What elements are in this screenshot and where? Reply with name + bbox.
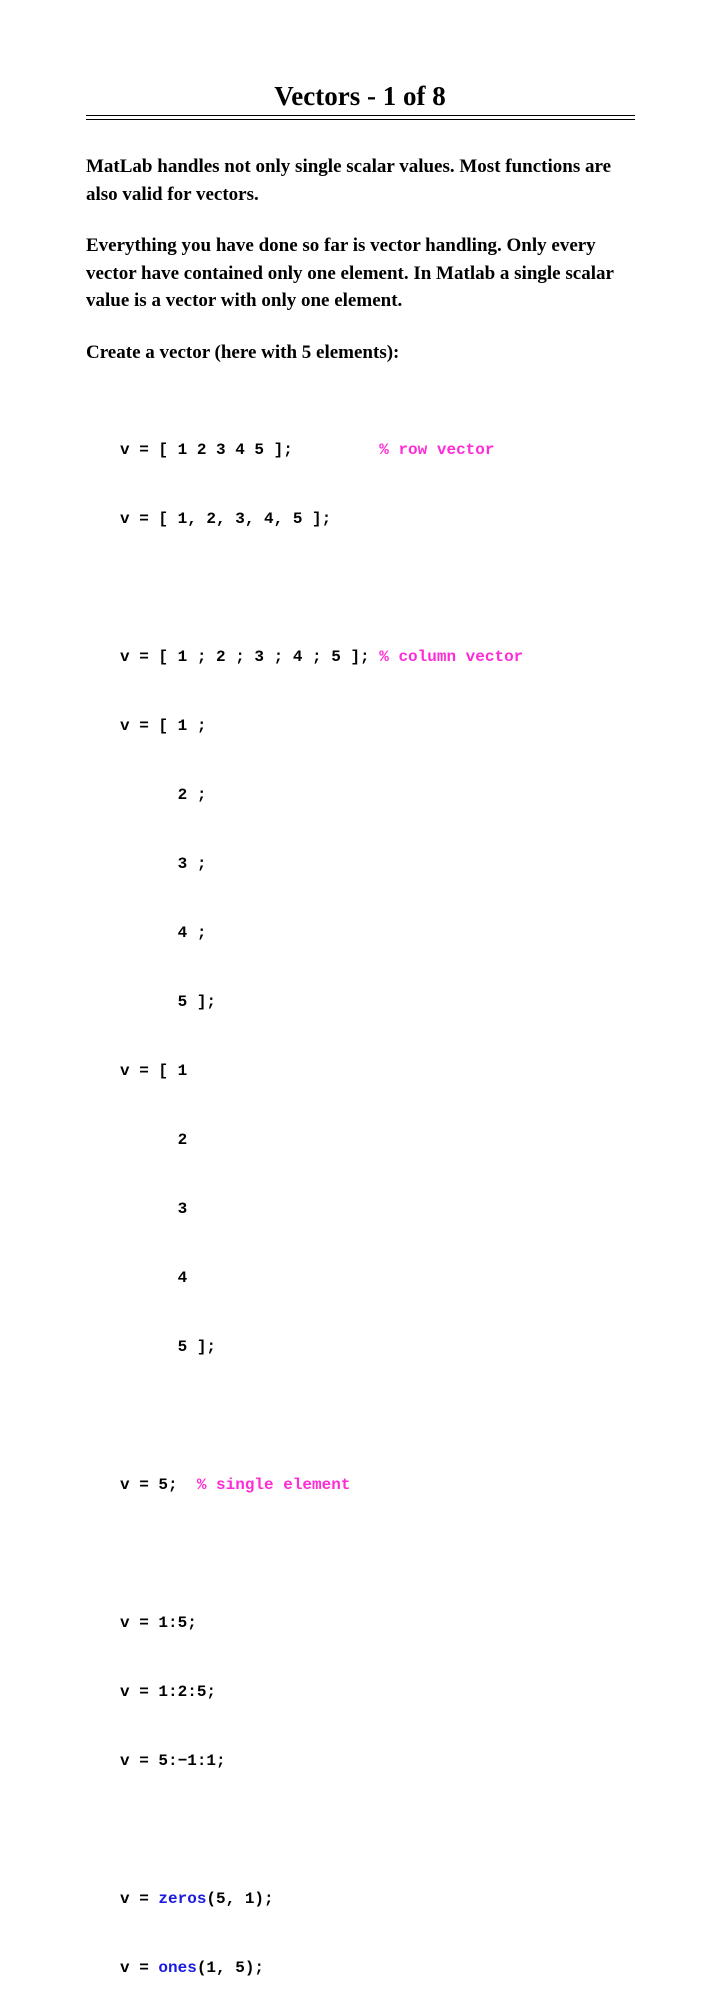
intro-paragraph: MatLab handles not only single scalar values. Most functions are also valid for vectors. (86, 156, 612, 205)
code-line: v = [ 1 ; 2 ; 3 ; 4 ; 5 ]; % column vector (120, 648, 524, 666)
code-line: v = 1:5; (120, 1614, 197, 1632)
code-line: v = 5; % single element (120, 1476, 351, 1494)
title-rule-top (86, 115, 635, 116)
code-comment: % single element (196, 1476, 351, 1494)
code-line: 2 (120, 1131, 188, 1149)
title-rule-bottom (86, 119, 635, 120)
code-line: v = [ 1 (120, 1062, 188, 1080)
code-line: v = [ 1 ; (120, 717, 207, 735)
code-line (120, 1405, 523, 1428)
code-line: v = 5:−1:1; (120, 1752, 226, 1770)
code-line: 4 ; (120, 924, 207, 942)
create-vector-heading: Create a vector (here with 5 elements): (86, 342, 400, 363)
code-line: 4 (120, 1269, 188, 1287)
code-line: 3 ; (120, 855, 207, 873)
code-line: 2 ; (120, 786, 207, 804)
code-comment: % row vector (379, 441, 495, 459)
code-line (120, 1543, 523, 1566)
code-comment: % column vector (379, 648, 524, 666)
slide-title: Vectors - 1 of 8 (274, 81, 446, 111)
code-line: v = zeros(5, 1); (120, 1890, 274, 1908)
code-function: zeros (158, 1890, 207, 1908)
code-line: 3 (120, 1200, 188, 1218)
code-line: v = [ 1 2 3 4 5 ]; % row vector (120, 441, 495, 459)
code-block (120, 393, 523, 2003)
code-line: 5 ]; (120, 993, 217, 1011)
code-line: v = [ 1, 2, 3, 4, 5 ]; (120, 510, 332, 528)
code-line (120, 1819, 523, 1842)
code-function: ones (158, 1959, 197, 1977)
code-line: v = ones(1, 5); (120, 1959, 265, 1977)
code-line: 5 ]; (120, 1338, 217, 1356)
code-line: v = 1:2:5; (120, 1683, 217, 1701)
explanation-paragraph: Everything you have done so far is vector handling. Only every vector have contained only one element. In Matlab a single scalar value is a vector with only one element. (86, 235, 614, 311)
code-line (120, 577, 523, 600)
